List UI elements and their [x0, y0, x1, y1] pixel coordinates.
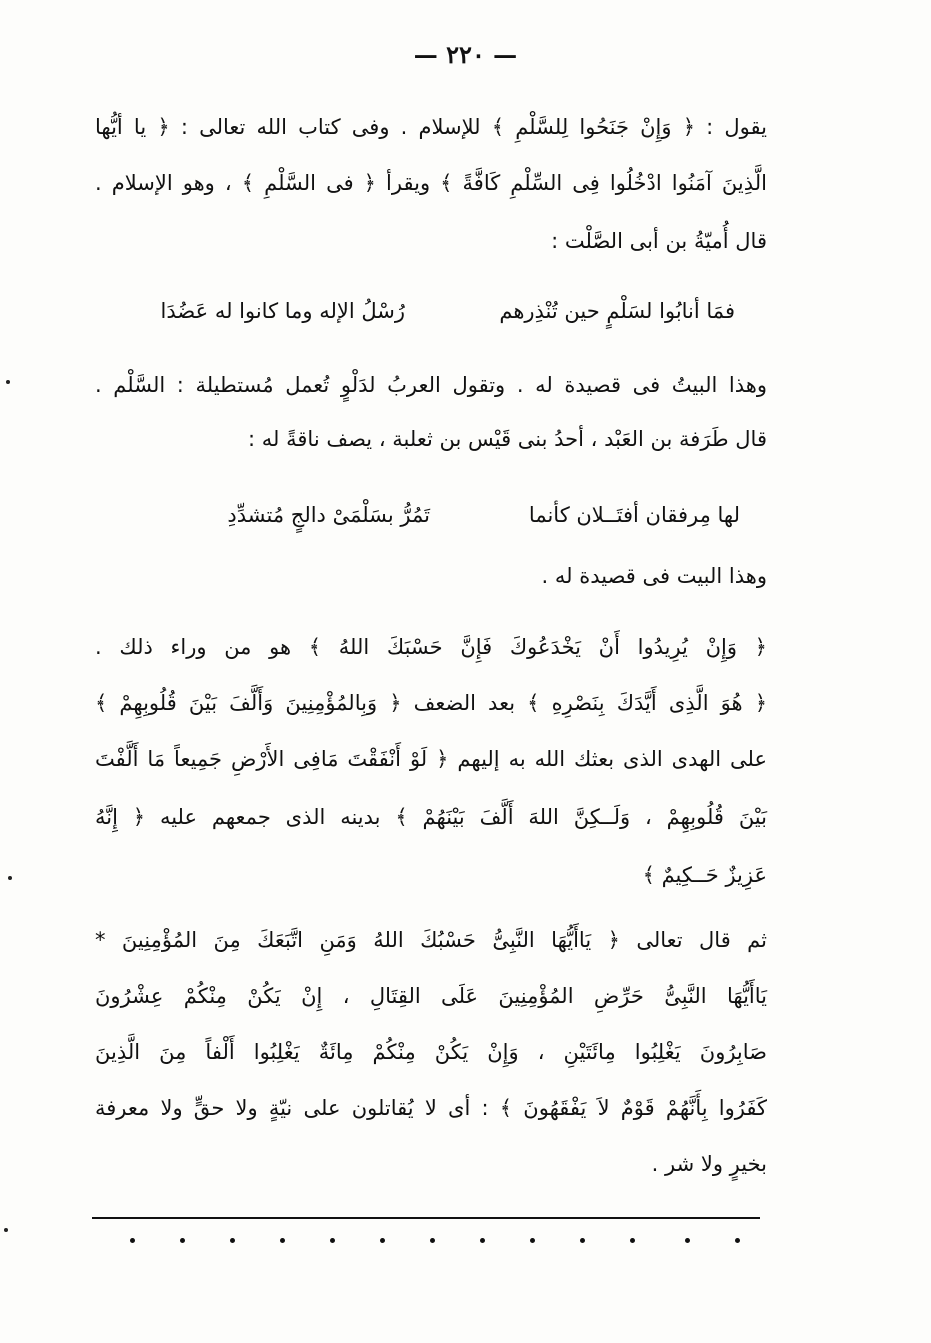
text-line: يَاأَيُّهَا النَّبِىُّ حَرِّضِ المُؤْمِنِينَ عَلَى القِتَالِ ، إِنْ يَكُنْ مِنْكُمْ عِشْرُونَ [95, 984, 767, 1008]
footer-dot [630, 1238, 635, 1243]
footer-dot [480, 1238, 485, 1243]
text-line: ﴿ وَإِنْ يُرِيدُوا أَنْ يَخْدَعُوكَ فَإِنَّ حَسْبَكَ اللهُ ﴾ هو من وراء ذلك . [95, 635, 767, 659]
text-line: قال أُميّةُ بن أبى الصَّلْت : [551, 229, 767, 253]
footer-dot [530, 1238, 535, 1243]
text-line: الَّذِينَ آمَنُوا ادْخُلُوا فِى السِّلْمِ كَافَّةً ﴾ ويقرأ ﴿ فى السَّلْمِ ﴾ ، وهو الإسلام . [95, 171, 767, 195]
text-line: قال طَرَفة بن العَبْد ، أحدُ بنى قَيْس بن ثعلبة ، يصف ناقةً له : [248, 427, 767, 451]
footer-dot [330, 1238, 335, 1243]
footer-dotted-line [130, 1238, 750, 1248]
footer-rule [92, 1217, 760, 1219]
scan-speck [8, 876, 12, 880]
verse-hemistich-left: تَمُرُّ بسَلْمَىْ دالجٍ مُتشدِّدِ [227, 503, 430, 527]
verse-hemistich-right: لها مِرفقان أفتَــلان كأنما [528, 503, 740, 527]
page-number: — ٢٢٠ — [413, 40, 518, 69]
scan-speck [4, 1228, 8, 1232]
verse-hemistich-right: فمَا أنابُوا لسَلْمٍ حين تُنْذِرهم [499, 299, 735, 323]
text-line: بخيرٍ ولا شر . [651, 1152, 767, 1176]
text-line: على الهدى الذى بعثك الله به إليهم ﴿ لَوْ أَنْفَقْتَ مَافِى الأَرْضِ جَمِيعاً مَا أَلَّفْتَ [95, 747, 767, 771]
footer-dot [580, 1238, 585, 1243]
footer-dot [230, 1238, 235, 1243]
text-line: ﴿ هُوَ الَّذِى أَيَّدَكَ بِنَصْرِهِ ﴾ بعد الضعف ﴿ وَبِالمُؤْمِنِينَ وَأَلَّفَ بَيْنَ قُلُوبِهِمْ ﴾ [95, 691, 767, 715]
text-line: وهذا البيتُ فى قصيدة له . وتقول العربُ لدَلْوٍ تُعمل مُستطيلة : السَّلْم . [95, 373, 767, 397]
footer-dot [735, 1238, 740, 1243]
footer-dot [280, 1238, 285, 1243]
text-line: وهذا البيت فى قصيدة له . [541, 564, 767, 588]
scan-speck [6, 380, 10, 384]
footer-dot [430, 1238, 435, 1243]
text-line: عَزِيزٌ حَــكِيمٌ ﴾ [642, 863, 767, 887]
text-line: ثم قال تعالى ﴿ يَاأَيُّهَا النَّبِىُّ حَسْبُكَ اللهُ وَمَنِ اتَّبَعَكَ مِنَ المُؤْمِنِينَ * [95, 928, 767, 952]
footer-dot [130, 1238, 135, 1243]
text-line: كَفَرُوا بِأَنَّهُمْ قَوْمٌ لاَ يَفْقَهُونَ ﴾ : أى لا يُقاتلون على نيّةٍ ولا حقٍّ ولا معرفة [95, 1096, 767, 1120]
text-line: بَيْنَ قُلُوبِهِمْ ، وَلَــكِنَّ اللهَ أَلَّفَ بَيْنَهُمْ ﴾ بدينه الذى جمعهم عليه ﴿ إِنَّهُ [95, 805, 767, 829]
footer-dot [180, 1238, 185, 1243]
footer-dot [685, 1238, 690, 1243]
verse-hemistich-left: رُسْلُ الإله وما كانوا له عَضُدَا [160, 299, 405, 323]
text-line: صَابِرُونَ يَغْلِبُوا مِائَتَيْنِ ، وَإِنْ يَكُنْ مِنْكُمْ مِائَةٌ يَغْلِبُوا أَلْفاً مِنَ الَّذِينَ [95, 1040, 767, 1064]
footer-dot [380, 1238, 385, 1243]
text-line: يقول : ﴿ وَإِنْ جَنَحُوا لِلسَّلْمِ ﴾ للإسلام . وفى كتاب الله تعالى : ﴿ يا أيُّها [95, 115, 767, 139]
